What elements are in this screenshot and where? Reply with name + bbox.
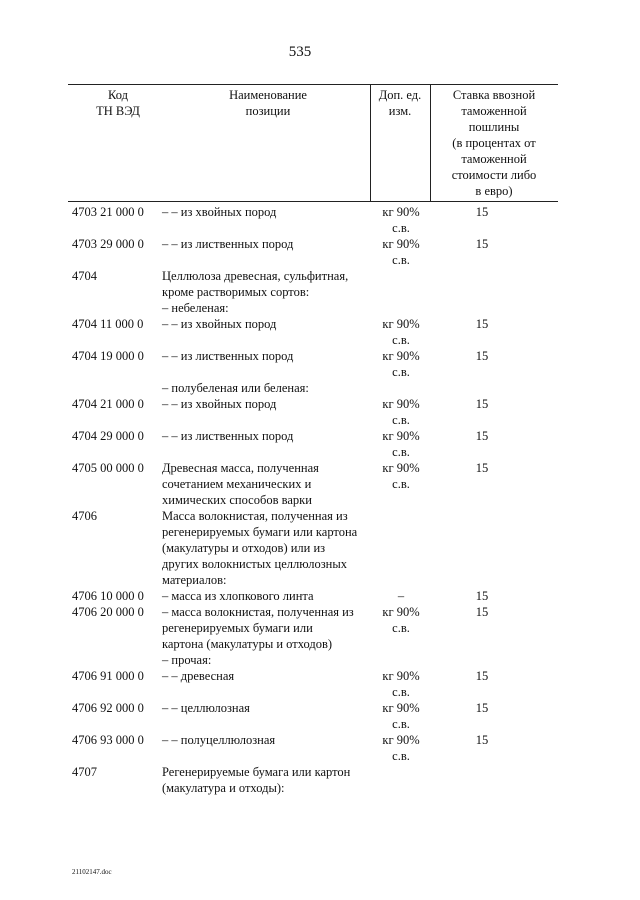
row-unit: [371, 348, 431, 380]
header-rate-line: стоимости либо: [451, 168, 537, 182]
header-unit-line: Доп. ед.: [378, 88, 422, 102]
row-code: 4706 10 000 0: [72, 589, 144, 603]
table-row: [0, 732, 640, 764]
row-unit: [371, 732, 431, 764]
row-name-line: Масса волокнистая, полученная из: [162, 509, 348, 523]
row-unit-line: с.в.: [392, 717, 410, 731]
row-name-line: других волокнистых целлюлозных: [162, 557, 348, 571]
row-unit-line: кг 90%: [382, 397, 420, 411]
row-name: [162, 428, 376, 444]
row-unit-line: с.в.: [392, 685, 410, 699]
row-name-line: – – полуцеллюлозная: [162, 733, 276, 747]
row-name: [162, 236, 376, 252]
row-unit: [371, 428, 431, 460]
row-code: 4706 20 000 0: [72, 605, 144, 619]
row-rate: 15: [475, 237, 489, 251]
row-code: 4705 00 000 0: [72, 461, 144, 475]
row-name: [162, 588, 376, 604]
row-unit: [371, 316, 431, 348]
row-unit-line: с.в.: [392, 445, 410, 459]
row-rate: 15: [475, 461, 489, 475]
row-name-line: – – из хвойных пород: [162, 317, 277, 331]
row-unit: [371, 396, 431, 428]
row-name-line: Древесная масса, полученная: [162, 461, 319, 475]
table-row: [0, 604, 640, 668]
table-row: [0, 268, 640, 316]
row-unit: [371, 668, 431, 700]
table-row: [0, 460, 640, 508]
header-code-line: Код: [108, 88, 128, 102]
row-name: [162, 732, 376, 748]
row-unit: [371, 204, 431, 236]
row-unit-line: с.в.: [392, 621, 410, 635]
row-code: 4704 19 000 0: [72, 349, 144, 363]
row-name-line: – – из лиственных пород: [162, 349, 294, 363]
header-code-line: ТН ВЭД: [96, 104, 140, 118]
row-name-line: – – древесная: [162, 669, 235, 683]
table-row: [0, 428, 640, 460]
table-row: [0, 508, 640, 588]
row-name-line: – – из хвойных пород: [162, 205, 277, 219]
table-row: [0, 236, 640, 268]
row-rate: 15: [475, 605, 489, 619]
header-rate-line: в евро): [475, 184, 513, 198]
header-code: [68, 87, 168, 119]
row-code: 4706: [72, 509, 97, 523]
row-unit: [371, 236, 431, 268]
header-rate-line: таможенной: [461, 104, 527, 118]
row-name: [162, 396, 376, 412]
row-unit-line: кг 90%: [382, 317, 420, 331]
header-rate-line: (в процентах от: [452, 136, 536, 150]
header-unit: [370, 87, 430, 119]
row-rate: 15: [475, 205, 489, 219]
row-rate: 15: [475, 701, 489, 715]
row-rate: 15: [475, 317, 489, 331]
header-name: [168, 87, 368, 119]
row-unit-line: с.в.: [392, 477, 410, 491]
row-name-line: – масса из хлопкового линта: [162, 589, 314, 603]
row-name-line: кроме растворимых сортов:: [162, 285, 310, 299]
row-rate: 15: [475, 589, 489, 603]
row-unit-line: кг 90%: [382, 461, 420, 475]
row-unit-line: с.в.: [392, 221, 410, 235]
table-row: [0, 588, 640, 604]
header-name-line: позиции: [245, 104, 291, 118]
row-name: [162, 460, 376, 508]
table-row: [0, 380, 640, 396]
page-number: 535: [288, 44, 312, 60]
row-code: 4704: [72, 269, 97, 283]
row-unit-line: кг 90%: [382, 349, 420, 363]
row-unit-line: кг 90%: [382, 669, 420, 683]
table-row: [0, 668, 640, 700]
row-unit: [371, 588, 431, 604]
header-rate-line: Ставка ввозной: [452, 88, 536, 102]
row-name-line: – – целлюлозная: [162, 701, 250, 715]
table-row: [0, 700, 640, 732]
row-name-line: регенерируемых бумаги или: [162, 621, 313, 635]
row-name-line: – – из лиственных пород: [162, 429, 294, 443]
row-unit-line: с.в.: [392, 253, 410, 267]
row-unit-line: с.в.: [392, 413, 410, 427]
row-rate: 15: [475, 733, 489, 747]
row-name: [162, 204, 376, 220]
row-name-line: химических способов варки: [162, 493, 312, 507]
row-unit-line: кг 90%: [382, 733, 420, 747]
row-name-line: регенерируемых бумаги или картона: [162, 525, 358, 539]
row-code: 4703 29 000 0: [72, 237, 144, 251]
row-unit: [371, 460, 431, 492]
row-code: 4703 21 000 0: [72, 205, 144, 219]
row-name-line: Целлюлоза древесная, сульфитная,: [162, 269, 349, 283]
row-unit-line: кг 90%: [382, 205, 420, 219]
row-unit: [371, 700, 431, 732]
row-rate: 15: [475, 669, 489, 683]
row-name: [162, 348, 376, 364]
row-unit-line: с.в.: [392, 333, 410, 347]
row-rate: 15: [475, 429, 489, 443]
row-rate: 15: [475, 397, 489, 411]
row-unit-line: –: [397, 589, 405, 603]
row-name: [162, 268, 376, 316]
row-unit-line: с.в.: [392, 749, 410, 763]
row-rate: 15: [475, 349, 489, 363]
row-name-line: (макулатуры и отходов) или из: [162, 541, 326, 555]
row-name-line: – прочая:: [162, 653, 212, 667]
row-code: 4706 91 000 0: [72, 669, 144, 683]
row-name-line: сочетанием механических и: [162, 477, 312, 491]
row-name-line: – – из лиственных пород: [162, 237, 294, 251]
row-name: [162, 316, 376, 332]
row-unit-line: с.в.: [392, 365, 410, 379]
row-unit-line: кг 90%: [382, 237, 420, 251]
header-rate-line: таможенной: [461, 152, 527, 166]
table-row: [0, 316, 640, 348]
header-name-line: Наименование: [229, 88, 307, 102]
header-rate-line: пошлины: [468, 120, 520, 134]
table-row: [0, 764, 640, 796]
row-name-line: материалов:: [162, 573, 227, 587]
file-name: 21102147.doc: [72, 868, 112, 876]
row-unit-line: кг 90%: [382, 605, 420, 619]
table-header: [68, 84, 558, 202]
row-code: 4706 93 000 0: [72, 733, 144, 747]
row-name: [162, 700, 376, 716]
row-name: [162, 380, 376, 396]
header-unit-line: изм.: [388, 104, 412, 118]
row-unit-line: кг 90%: [382, 701, 420, 715]
row-code: 4704 29 000 0: [72, 429, 144, 443]
table-row: [0, 348, 640, 380]
row-name-line: – небеленая:: [162, 301, 229, 315]
header-rate: [430, 87, 558, 199]
row-code: 4706 92 000 0: [72, 701, 144, 715]
row-name-line: – масса волокнистая, полученная из: [162, 605, 354, 619]
row-name: [162, 668, 376, 684]
row-name-line: – полубеленая или беленая:: [162, 381, 309, 395]
row-code: 4704 21 000 0: [72, 397, 144, 411]
row-name-line: – – из хвойных пород: [162, 397, 277, 411]
row-code: 4707: [72, 765, 97, 779]
table-row: [0, 396, 640, 428]
row-name: [162, 764, 376, 796]
row-name: [162, 508, 376, 588]
table-row: [0, 204, 640, 236]
row-name: [162, 604, 376, 668]
row-unit-line: кг 90%: [382, 429, 420, 443]
tariff-rows: [0, 204, 640, 796]
row-name-line: Регенерируемые бумага или картон: [162, 765, 351, 779]
row-name-line: (макулатура и отходы):: [162, 781, 285, 795]
row-code: 4704 11 000 0: [72, 317, 144, 331]
row-name-line: картона (макулатуры и отходов): [162, 637, 333, 651]
row-unit: [371, 604, 431, 636]
